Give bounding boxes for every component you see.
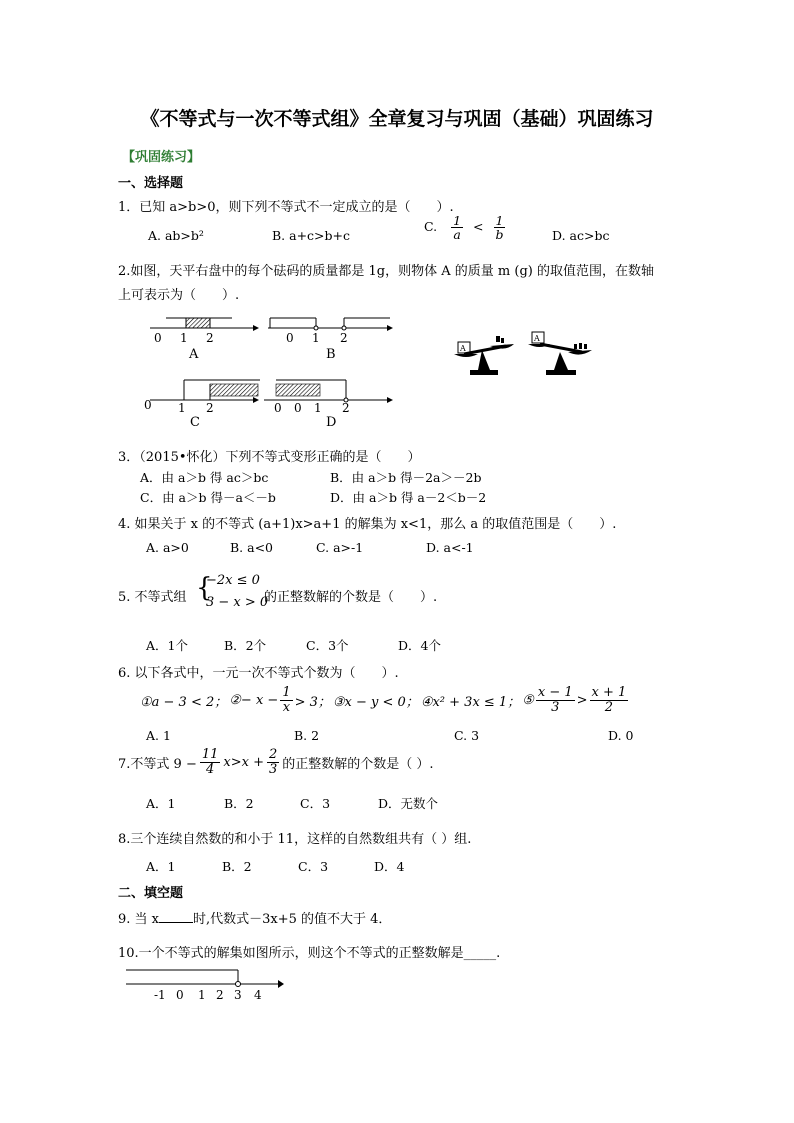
q4-option-c: C. a>-1 (316, 540, 364, 555)
q6-expr-2-num: 1 (282, 685, 291, 700)
q8-option-c: C．3 (298, 859, 329, 874)
q2-a-tick-2: 2 (206, 331, 214, 345)
q1-option-d: D. ac>bc (552, 228, 610, 243)
q1-option-b: B. a+c>b+c (272, 228, 351, 243)
question-2-line2: 上可表示为（ ）. (118, 288, 240, 303)
q7-option-a: A．1 (146, 796, 176, 811)
q3-option-a: A．由 a＞b 得 ac＞bc (140, 470, 269, 485)
question-9 (118, 908, 391, 927)
q7-den1: 4 (205, 761, 215, 777)
q6-expressions (140, 686, 628, 714)
q2-c-tick-1: 1 (178, 401, 186, 415)
q1-c-num2: 1 (495, 213, 504, 228)
q7-mid: x>x + (223, 754, 264, 770)
q2-d-tick-1: 1 (314, 401, 322, 415)
q6-expr-5-den2: 2 (604, 699, 614, 715)
q9-pre: 9. 当 x (118, 912, 159, 927)
q6-expr-1: ①a − 3 < 2； (140, 694, 228, 710)
q10-tick-0: 0 (176, 988, 184, 1002)
q2-b-tick-1: 1 (312, 331, 320, 345)
q6-expr-2b: > 3； (294, 694, 331, 710)
balance-scale-left (454, 336, 514, 375)
q2-figure-d (264, 380, 392, 428)
question-5-suffix: 的正整数解的个数是（ ）. (264, 590, 438, 605)
scale-right-object-label: A (534, 334, 540, 343)
q7-suffix: 的正整数解的个数是（ ）. (282, 756, 434, 772)
q6-expr-3: ③x − y < 0； (332, 694, 419, 710)
q6-option-c: C. 3 (454, 728, 480, 743)
q6-option-d: D. 0 (608, 728, 634, 743)
q2-numberline-figures (140, 308, 410, 428)
q1-option-c (424, 214, 506, 241)
q5-option-c: C．3个 (306, 638, 349, 653)
scale-left-object-label: A (460, 344, 466, 353)
question-1: 1．已知 a>b>0，则下列不等式不一定成立的是（ ）. (118, 200, 454, 215)
q10-tick-1: 1 (198, 988, 206, 1002)
question-3: 3．（2015•怀化）下列不等式变形正确的是（ ） (118, 450, 421, 465)
q7-option-b: B．2 (224, 796, 254, 811)
q1-c-den1: a (453, 227, 461, 243)
q5-inequality-2: 3 − x > 0 (206, 595, 269, 610)
q2-c-tick-2: 2 (206, 401, 214, 415)
q3-option-d: D．由 a＞b 得 a－2＜b－2 (330, 490, 487, 505)
q6-expr-5-op: > (576, 692, 588, 708)
q10-tick-2: 2 (216, 988, 224, 1002)
q8-option-b: B．2 (222, 859, 252, 874)
q5-option-d: D．4个 (398, 638, 441, 653)
question-10: 10.一个不等式的解集如图所示，则这个不等式的正整数解是_____. (118, 946, 501, 961)
q6-expr-2-den: x (282, 699, 291, 715)
q1-c-op: < (473, 219, 484, 235)
question-8: 8.三个连续自然数的和小于 11，这样的自然数组共有（ ）组. (118, 832, 472, 847)
q10-tick-4: 4 (254, 988, 262, 1002)
q2-c-tick-0: 0 (144, 398, 152, 412)
page-title: 《不等式与一次不等式组》全章复习与巩固（基础）巩固练习 (140, 108, 654, 130)
q2-figure-c (144, 380, 260, 428)
q2-label-c: C (190, 415, 200, 428)
q2-label-d: D (326, 415, 337, 428)
question-7 (118, 748, 434, 776)
q6-expr-5-den1: 3 (551, 699, 560, 715)
q6-option-b: B. 2 (294, 728, 320, 743)
q7-option-d: D．无数个 (378, 796, 439, 811)
q2-d-tick-0b: 0 (294, 401, 302, 415)
q3-option-c: C．由 a＞b 得－a＜－b (140, 490, 276, 505)
q7-num2: 2 (268, 747, 278, 762)
q2-label-b: B (326, 347, 336, 362)
q7-den2: 3 (268, 761, 278, 777)
q2-b-tick-2: 2 (340, 331, 348, 345)
q7-option-c: C．3 (300, 796, 331, 811)
q2-d-tick-2: 2 (342, 401, 350, 415)
q7-num1: 11 (201, 747, 219, 762)
q6-expr-5-num2: x + 1 (591, 685, 627, 700)
q1-c-den2: b (495, 227, 504, 243)
balance-scale-right (528, 332, 592, 375)
q6-option-a: A. 1 (146, 728, 171, 743)
q2-label-a: A (189, 347, 199, 362)
q6-expr-4: ④x² + 3x ≤ 1； (420, 694, 521, 710)
q7-prefix: 7.不等式 9 − (118, 756, 197, 772)
q2-figure-a (150, 318, 258, 362)
q9-post: 时,代数式－3x+5 的值不大于 4． (193, 912, 392, 927)
q1-c-label: C. (424, 219, 438, 235)
q5-system-brace: { (196, 573, 213, 603)
q5-inequality-1: −2x ≤ 0 (206, 573, 260, 588)
q5-option-a: A．1个 (146, 638, 188, 653)
q2-b-tick-0: 0 (286, 331, 294, 345)
q4-option-b: B. a<0 (230, 540, 274, 555)
q10-tick-3: 3 (234, 988, 242, 1002)
section-fill-heading: 二、填空题 (118, 886, 184, 901)
q8-option-a: A．1 (146, 859, 176, 874)
q2-a-tick-1: 1 (180, 331, 188, 345)
q6-expr-5-num1: x − 1 (537, 685, 573, 700)
q10-numberline (124, 964, 284, 1004)
q2-a-tick-0: 0 (154, 331, 162, 345)
q8-option-d: D．4 (374, 859, 405, 874)
q1-option-a: A. ab>b² (148, 228, 204, 243)
q10-tick-neg1: -1 (154, 988, 166, 1002)
q5-option-b: B．2个 (224, 638, 267, 653)
exercise-tag: 【巩固练习】 (122, 150, 201, 165)
section-choice-heading: 一、选择题 (118, 176, 184, 191)
question-6: 6. 以下各式中，一元一次不等式个数为（ ）. (118, 666, 399, 681)
q3-option-b: B．由 a＞b 得－2a＞－2b (330, 470, 482, 485)
q2-d-tick-0: 0 (274, 401, 282, 415)
q4-option-d: D. a<-1 (426, 540, 474, 555)
question-5-prefix: 5. 不等式组 (118, 590, 187, 605)
question-2-line1: 2.如图，天平右盘中的每个砝码的质量都是 1g，则物体 A 的质量 m (g) 的取值范围，在数轴 (118, 264, 654, 279)
question-4: 4. 如果关于 x 的不等式 (a+1)x>a+1 的解集为 x<1，那么 a 的取值范围是（ ）. (118, 517, 617, 532)
q1-c-num1: 1 (453, 213, 462, 228)
q2-figure-b (268, 318, 392, 362)
q6-expr-5a: ⑤ (522, 692, 534, 708)
q4-option-a: A. a>0 (146, 540, 189, 555)
q6-expr-2a: ②− x − (229, 692, 279, 708)
balance-scales-illustration (450, 326, 600, 380)
q9-blank[interactable] (159, 922, 193, 923)
